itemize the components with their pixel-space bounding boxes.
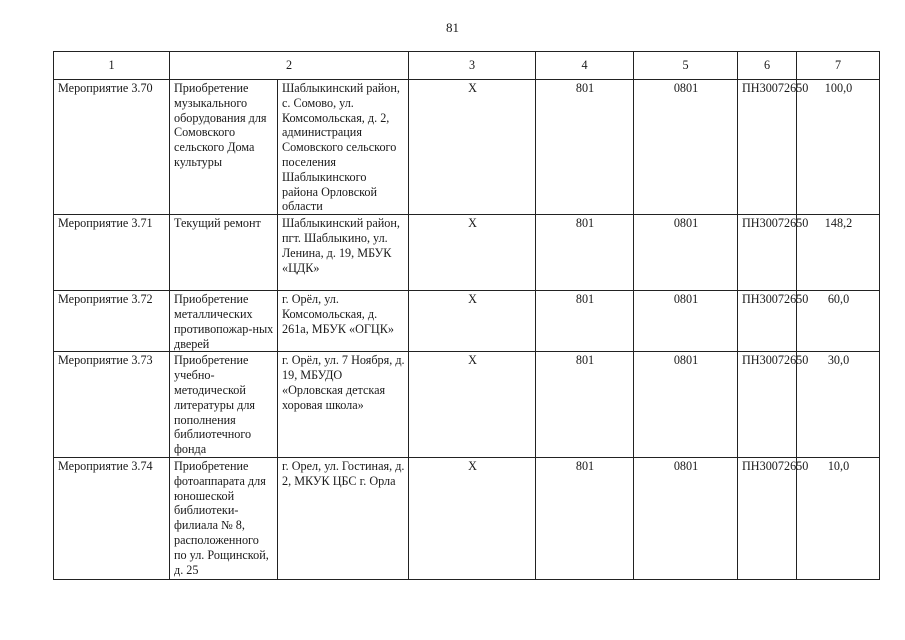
- col3-cell: Х: [409, 80, 536, 215]
- col5-cell: 0801: [634, 291, 738, 352]
- col5-cell: 0801: [634, 80, 738, 215]
- col3-cell: Х: [409, 457, 536, 579]
- table-header-row: [54, 52, 880, 80]
- col4-cell: 801: [536, 291, 634, 352]
- col5-cell: 0801: [634, 352, 738, 458]
- column-header: 6: [738, 52, 797, 80]
- column-header: 1: [54, 52, 170, 80]
- name-cell: Текущий ремонт: [170, 215, 278, 291]
- amount-cell: 10,0: [797, 457, 880, 579]
- table-row: [54, 80, 880, 215]
- name-cell: Приобретение фотоаппарата для юношеской библиотеки-филиала № 8, расположенного по ул. Рощинской, д. 25: [170, 457, 278, 579]
- amount-cell: 60,0: [797, 291, 880, 352]
- page-number: 81: [446, 20, 459, 35]
- col3-cell: Х: [409, 352, 536, 458]
- amount-cell: 30,0: [797, 352, 880, 458]
- name-cell: Приобретение музыкального оборудования для Сомовского сельского Дома культуры: [170, 80, 278, 215]
- column-header: 5: [634, 52, 738, 80]
- address-cell: г. Орёл, ул. 7 Ноября, д. 19, МБУДО «Орловская детская хоровая школа»: [278, 352, 409, 458]
- address-cell: г. Орёл, ул. Комсомольская, д. 261а, МБУК «ОГЦК»: [278, 291, 409, 352]
- amount-cell: 100,0: [797, 80, 880, 215]
- event-cell: Мероприятие 3.72: [54, 291, 170, 352]
- name-cell: Приобретение учебно-методической литературы для пополнения библиотечного фонда: [170, 352, 278, 458]
- event-cell: Мероприятие 3.74: [54, 457, 170, 579]
- column-header: 3: [409, 52, 536, 80]
- table-row: [54, 215, 880, 291]
- table-row: [54, 291, 880, 352]
- column-header: 7: [797, 52, 880, 80]
- col6-cell: ПН30072650: [738, 291, 797, 352]
- address-cell: Шаблыкинский район, пгт. Шаблыкино, ул. Ленина, д. 19, МБУК «ЦДК»: [278, 215, 409, 291]
- table-row: [54, 352, 880, 458]
- col6-cell: ПН30072650: [738, 457, 797, 579]
- col6-cell: ПН30072650: [738, 80, 797, 215]
- table-row: [54, 457, 880, 579]
- name-cell: Приобретение металлических противопожар-ных дверей: [170, 291, 278, 352]
- address-cell: г. Орел, ул. Гостиная, д. 2, МКУК ЦБС г. Орла: [278, 457, 409, 579]
- col4-cell: 801: [536, 80, 634, 215]
- event-cell: Мероприятие 3.70: [54, 80, 170, 215]
- col4-cell: 801: [536, 215, 634, 291]
- column-header: 2: [170, 52, 409, 80]
- col5-cell: 0801: [634, 457, 738, 579]
- col3-cell: Х: [409, 215, 536, 291]
- col4-cell: 801: [536, 352, 634, 458]
- measures-table: [53, 51, 880, 580]
- col6-cell: ПН30072650: [738, 215, 797, 291]
- event-cell: Мероприятие 3.71: [54, 215, 170, 291]
- col3-cell: Х: [409, 291, 536, 352]
- col4-cell: 801: [536, 457, 634, 579]
- col6-cell: ПН30072650: [738, 352, 797, 458]
- column-header: 4: [536, 52, 634, 80]
- amount-cell: 148,2: [797, 215, 880, 291]
- event-cell: Мероприятие 3.73: [54, 352, 170, 458]
- col5-cell: 0801: [634, 215, 738, 291]
- address-cell: Шаблыкинский район, с. Сомово, ул. Комсомольская, д. 2, администрация Сомовского сельского поселения Шаблыкинского района Орловской области: [278, 80, 409, 215]
